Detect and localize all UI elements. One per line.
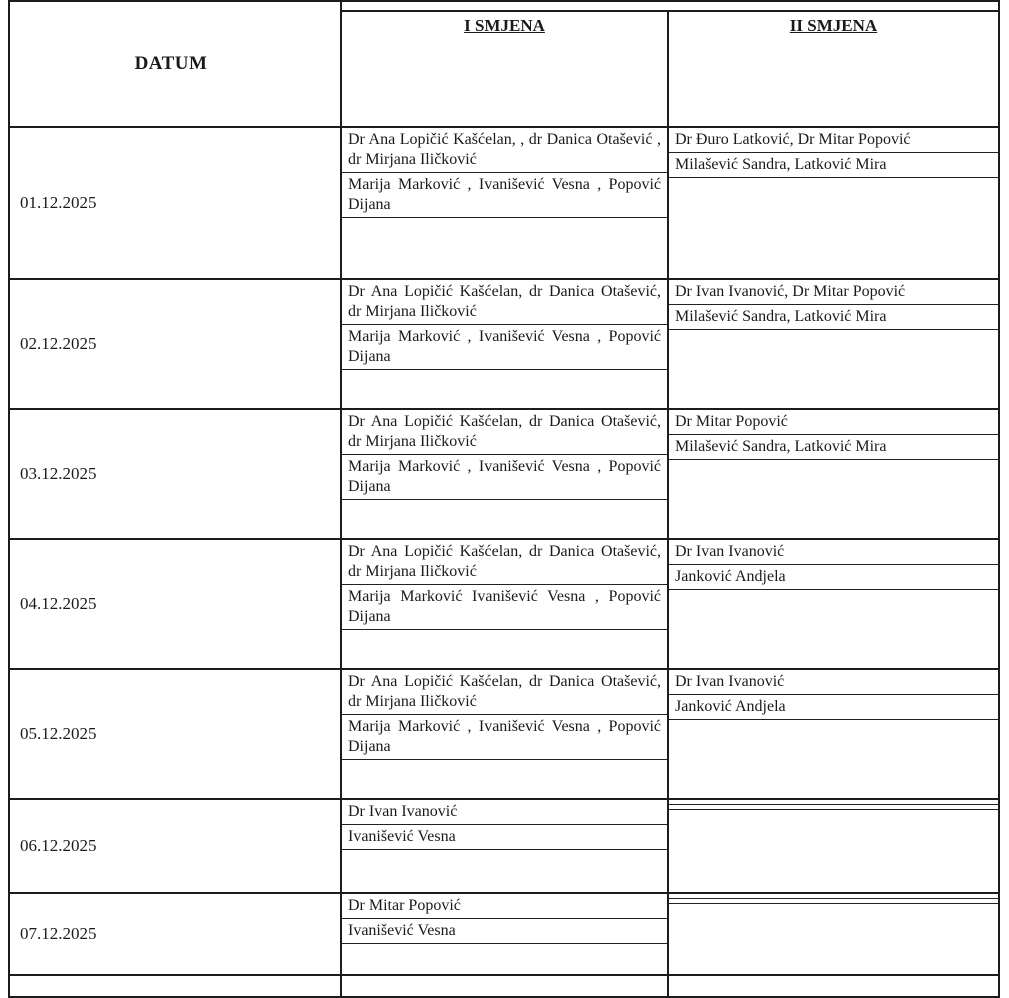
shift2-staff-line <box>669 904 998 926</box>
trailing-cell <box>668 975 999 997</box>
shift2-staff-line <box>669 330 998 352</box>
shift1-header <box>341 11 668 127</box>
shift1-staff-line <box>342 760 667 782</box>
schedule-row <box>9 669 999 799</box>
date-cell <box>9 893 341 975</box>
shift1-cell <box>341 799 668 893</box>
shift2-cell <box>668 279 999 409</box>
shift1-staff-line: Ivanišević Vesna <box>342 825 667 850</box>
shift1-staff-line: Dr Ivan Ivanović <box>342 800 667 825</box>
shift1-header-label: I SMJENA <box>464 16 545 35</box>
schedule-row <box>9 539 999 669</box>
header-strip-row <box>9 1 999 11</box>
shift2-lines <box>669 800 998 832</box>
schedule-row <box>9 409 999 539</box>
shift1-lines <box>342 670 667 782</box>
shift2-staff-line: Dr Ivan Ivanović <box>669 670 998 695</box>
shift2-lines <box>669 128 998 200</box>
shift2-staff-line: Milašević Sandra, Latković Mira <box>669 153 998 178</box>
shift1-cell <box>341 279 668 409</box>
date-value: 04.12.2025 <box>20 594 97 613</box>
shift1-staff-line: Dr Ana Lopičić Kašćelan, dr Danica Otašević, dr Mirjana Iličković <box>342 280 667 325</box>
datum-header <box>9 1 341 127</box>
shift2-cell <box>668 893 999 975</box>
shift2-header <box>668 11 999 127</box>
shift1-staff-line <box>342 500 667 522</box>
shift1-cell <box>341 127 668 279</box>
date-value: 02.12.2025 <box>20 334 97 353</box>
shift2-staff-line: Dr Đuro Latković, Dr Mitar Popović <box>669 128 998 153</box>
schedule-row <box>9 279 999 409</box>
trailing-cell <box>9 975 341 997</box>
shift2-staff-line <box>669 590 998 612</box>
shift2-cell <box>668 799 999 893</box>
shift2-staff-line: Janković Andjela <box>669 695 998 720</box>
shift2-staff-line <box>669 810 998 832</box>
shift2-cell <box>668 669 999 799</box>
shift1-lines <box>342 128 667 240</box>
shift1-lines <box>342 894 667 966</box>
shift1-cell <box>341 669 668 799</box>
shift2-staff-line: Dr Ivan Ivanović <box>669 540 998 565</box>
schedule-row <box>9 127 999 279</box>
shift2-cell <box>668 409 999 539</box>
shift1-staff-line: Marija Marković , Ivanišević Vesna , Popović Dijana <box>342 173 667 218</box>
schedule-row <box>9 893 999 975</box>
shift1-cell <box>341 893 668 975</box>
date-cell <box>9 669 341 799</box>
date-cell <box>9 539 341 669</box>
shift1-staff-line: Dr Mitar Popović <box>342 894 667 919</box>
date-value: 03.12.2025 <box>20 464 97 483</box>
shift2-staff-line: Milašević Sandra, Latković Mira <box>669 435 998 460</box>
shift1-staff-line <box>342 370 667 392</box>
shift1-staff-line: Dr Ana Lopičić Kašćelan, dr Danica Otašević, dr Mirjana Iličković <box>342 670 667 715</box>
datum-header-label: DATUM <box>134 53 208 74</box>
shift2-lines <box>669 410 998 482</box>
shift2-cell <box>668 539 999 669</box>
shift2-staff-line: Milašević Sandra, Latković Mira <box>669 305 998 330</box>
shift-schedule-table <box>8 0 1000 998</box>
shift1-staff-line: Marija Marković , Ivanišević Vesna , Popović Dijana <box>342 325 667 370</box>
shift2-lines <box>669 280 998 352</box>
shift1-staff-line <box>342 850 667 872</box>
shift1-lines <box>342 410 667 522</box>
shift2-cell <box>668 127 999 279</box>
shift1-staff-line <box>342 218 667 240</box>
shift2-lines <box>669 894 998 926</box>
shift1-staff-line: Marija Marković Ivanišević Vesna , Popović Dijana <box>342 585 667 630</box>
shift1-staff-line: Dr Ana Lopičić Kašćelan, , dr Danica Otašević , dr Mirjana Iličković <box>342 128 667 173</box>
date-cell <box>9 279 341 409</box>
trailing-row <box>9 975 999 997</box>
shift2-lines <box>669 670 998 742</box>
shift2-staff-line: Janković Andjela <box>669 565 998 590</box>
shift1-lines <box>342 800 667 872</box>
shift1-lines <box>342 540 667 652</box>
shift1-lines <box>342 280 667 392</box>
date-value: 06.12.2025 <box>20 836 97 855</box>
shift1-staff-line: Marija Marković , Ivanišević Vesna , Popović Dijana <box>342 715 667 760</box>
shift1-staff-line: Marija Marković , Ivanišević Vesna , Popović Dijana <box>342 455 667 500</box>
shift2-staff-line: Dr Ivan Ivanović, Dr Mitar Popović <box>669 280 998 305</box>
date-cell <box>9 799 341 893</box>
shift1-staff-line: Ivanišević Vesna <box>342 919 667 944</box>
date-value: 05.12.2025 <box>20 724 97 743</box>
date-cell <box>9 409 341 539</box>
schedule-row <box>9 799 999 893</box>
shift2-staff-line <box>669 460 998 482</box>
date-value: 01.12.2025 <box>20 193 97 212</box>
shift1-staff-line <box>342 944 667 966</box>
shift2-lines <box>669 540 998 612</box>
shift1-cell <box>341 539 668 669</box>
trailing-cell <box>341 975 668 997</box>
shift2-header-label: II SMJENA <box>789 16 878 35</box>
shift2-staff-line <box>669 720 998 742</box>
shift1-staff-line <box>342 630 667 652</box>
date-value: 07.12.2025 <box>20 924 97 943</box>
header-top-strip <box>341 1 999 11</box>
shift2-staff-line <box>669 178 998 200</box>
shift1-staff-line: Dr Ana Lopičić Kašćelan, dr Danica Otašević, dr Mirjana Iličković <box>342 540 667 585</box>
date-cell <box>9 127 341 279</box>
shift1-cell <box>341 409 668 539</box>
shift2-staff-line: Dr Mitar Popović <box>669 410 998 435</box>
shift1-staff-line: Dr Ana Lopičić Kašćelan, dr Danica Otašević, dr Mirjana Iličković <box>342 410 667 455</box>
